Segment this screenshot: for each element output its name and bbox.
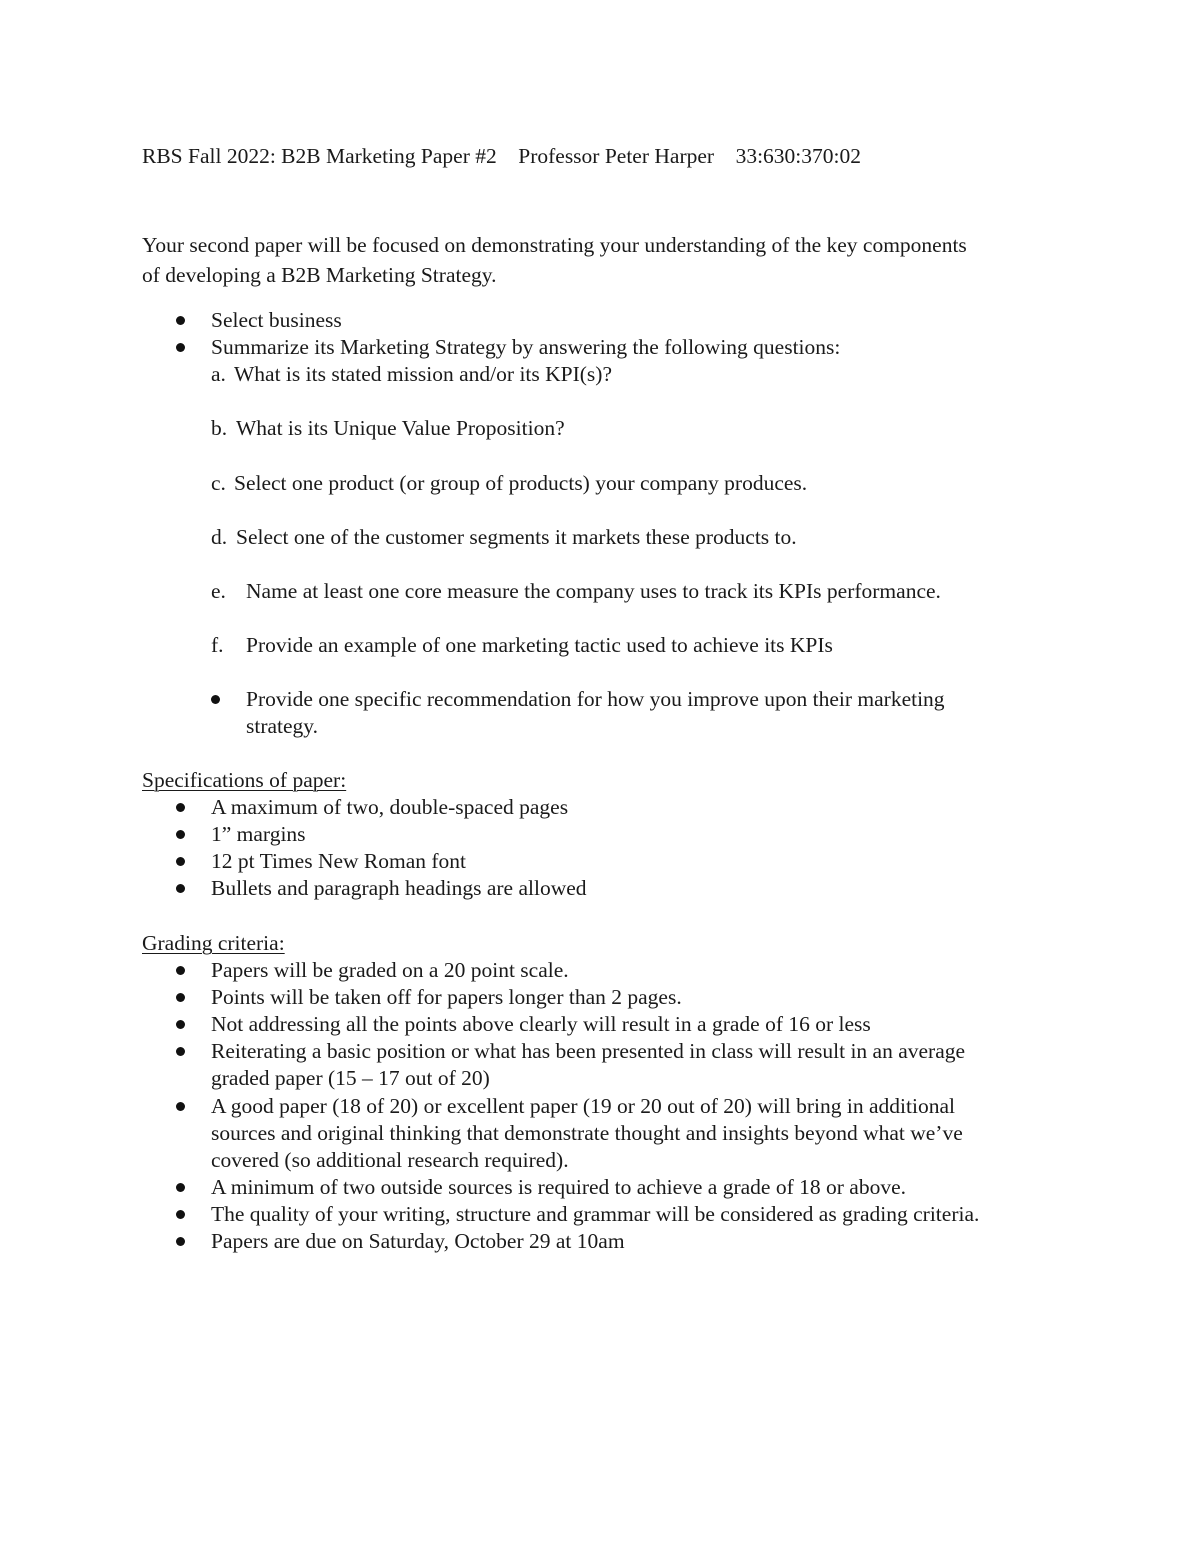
grading-item: Not addressing all the points above clearly will result in a grade of 16 or less [211, 1012, 871, 1036]
question-marker: d. [211, 525, 228, 549]
grading-item: Reiterating a basic position or what has been presented in class will result in an average [211, 1039, 966, 1063]
bullet-icon [176, 803, 185, 812]
spec-item: A maximum of two, double-spaced pages [211, 795, 569, 819]
bullet-icon [176, 316, 185, 325]
spec-item: 12 pt Times New Roman font [211, 849, 467, 873]
grading-item: Points will be taken off for papers longer than 2 pages. [211, 985, 682, 1009]
bullet-icon [176, 1047, 185, 1056]
bullet-icon [176, 1102, 185, 1111]
grading-item: A good paper (18 of 20) or excellent paper (19 or 20 out of 20) will bring in additional [211, 1094, 955, 1118]
bullet-icon [176, 1183, 185, 1192]
recommendation-line-2: strategy. [246, 714, 319, 738]
question-text: Name at least one core measure the company uses to track its KPIs performance. [246, 579, 941, 603]
question-marker: f. [211, 633, 224, 657]
specifications-heading: Specifications of paper: [142, 768, 347, 792]
question-marker: b. [211, 416, 228, 440]
bullet-icon [176, 993, 185, 1002]
bullet-icon [176, 857, 185, 866]
spec-item: 1” margins [211, 822, 306, 846]
grading-heading: Grading criteria: [142, 931, 285, 955]
bullet-icon [176, 1020, 185, 1029]
grading-item: Papers will be graded on a 20 point scale. [211, 958, 569, 982]
grading-item: Papers are due on Saturday, October 29 at 10am [211, 1229, 625, 1253]
intro-line-2: of developing a B2B Marketing Strategy. [142, 263, 497, 287]
bullet-icon [211, 695, 220, 704]
question-marker: c. [211, 471, 226, 495]
bullet-icon [176, 1237, 185, 1246]
question-text: Select one of the customer segments it markets these products to. [236, 525, 797, 549]
question-text: What is its Unique Value Proposition? [236, 416, 565, 440]
question-marker: e. [211, 579, 226, 603]
bullet-icon [176, 884, 185, 893]
bullet-select-business: Select business [211, 308, 342, 332]
spec-item: Bullets and paragraph headings are allowed [211, 876, 587, 900]
grading-item-continued: sources and original thinking that demonstrate thought and insights beyond what we’ve [211, 1121, 963, 1145]
bullet-summarize: Summarize its Marketing Strategy by answering the following questions: [211, 335, 841, 359]
grading-item: The quality of your writing, structure and grammar will be considered as grading criteria. [211, 1202, 980, 1226]
intro-line-1: Your second paper will be focused on demonstrating your understanding of the key components [142, 233, 967, 257]
document-header: RBS Fall 2022: B2B Marketing Paper #2 Professor Peter Harper 33:630:370:02 [142, 144, 861, 168]
grading-item: A minimum of two outside sources is required to achieve a grade of 18 or above. [211, 1175, 906, 1199]
question-text: What is its stated mission and/or its KPI(s)? [234, 362, 613, 386]
grading-item-continued: graded paper (15 – 17 out of 20) [211, 1066, 490, 1090]
bullet-icon [176, 1210, 185, 1219]
question-text: Provide an example of one marketing tactic used to achieve its KPIs [246, 633, 833, 657]
recommendation-line-1: Provide one specific recommendation for how you improve upon their marketing [246, 687, 945, 711]
question-text: Select one product (or group of products) your company produces. [234, 471, 808, 495]
question-marker: a. [211, 362, 226, 386]
bullet-icon [176, 966, 185, 975]
bullet-icon [176, 343, 185, 352]
bullet-icon [176, 830, 185, 839]
grading-item-continued: covered (so additional research required). [211, 1148, 569, 1172]
